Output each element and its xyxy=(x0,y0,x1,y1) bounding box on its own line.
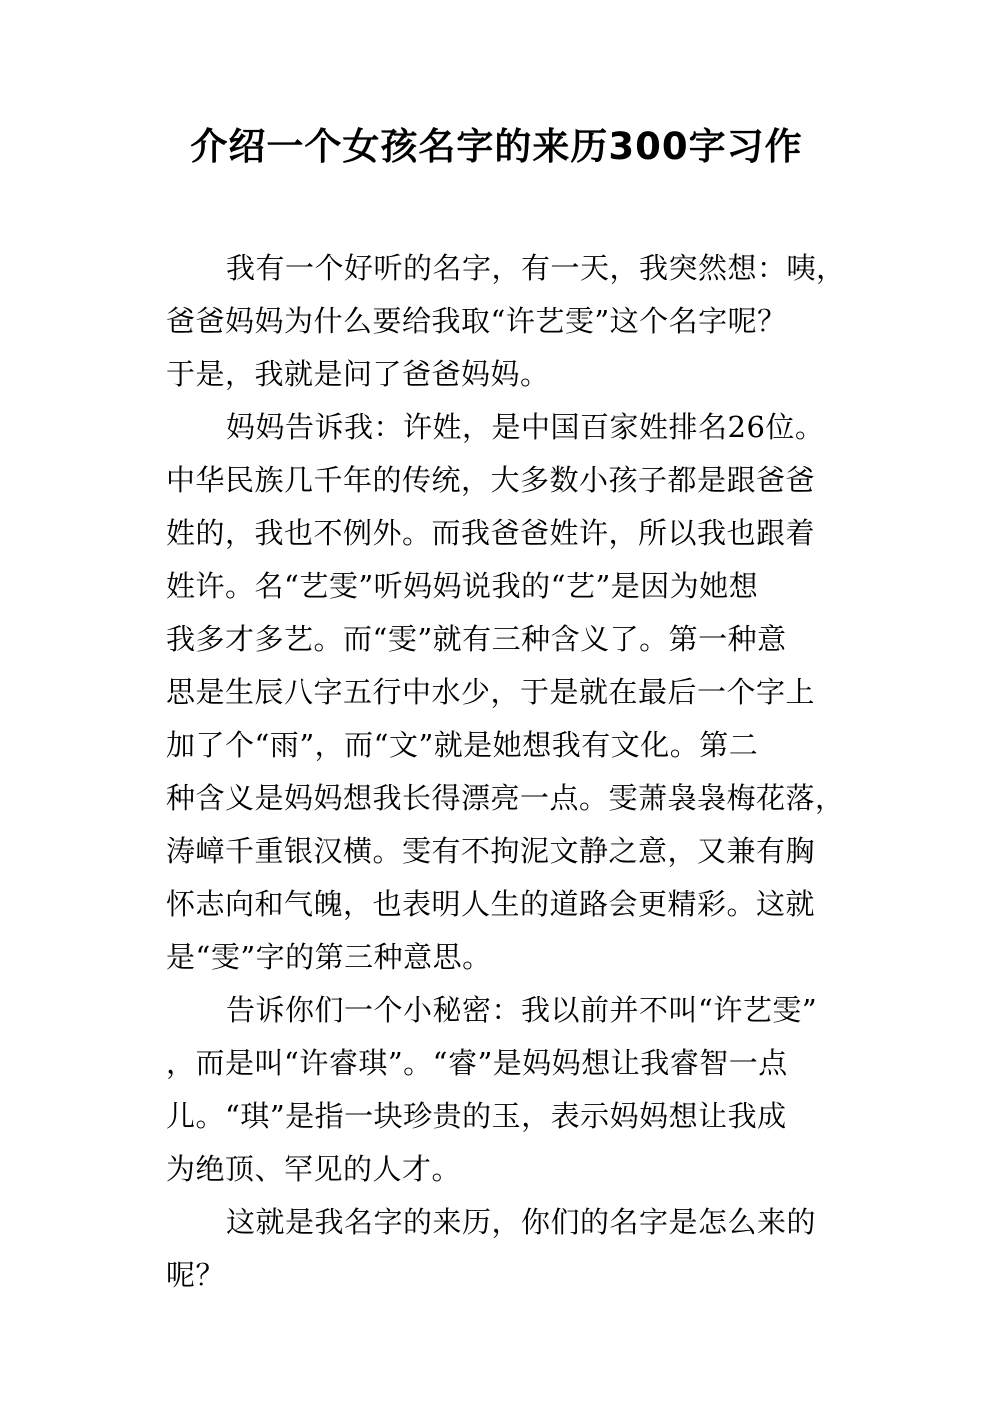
paragraph-3-line-2: ，而是叫“许睿琪”。“睿”是妈妈想让我睿智一点 xyxy=(166,1046,788,1080)
paragraph-2-line-8: 种含义是妈妈想我长得漂亮一点。雯萧袅袅梅花落， xyxy=(166,781,845,815)
paragraph-2-line-9: 涛嶂千重银汉横。雯有不拘泥文静之意，又兼有胸 xyxy=(166,834,816,868)
paragraph-2-line-6: 思是生辰八字五行中水少，于是就在最后一个字上 xyxy=(166,675,816,709)
document-title: 介绍一个女孩名字的来历300字习作 xyxy=(190,125,803,168)
paragraph-2-line-10: 怀志向和气魄，也表明人生的道路会更精彩。这就 xyxy=(166,887,816,921)
paragraph-2-line-1: 妈妈告诉我：许姓，是中国百家姓排名26位。 xyxy=(226,410,825,444)
paragraph-4-line-1: 这就是我名字的来历，你们的名字是怎么来的 xyxy=(226,1205,817,1239)
paragraph-3-line-1: 告诉你们一个小秘密：我以前并不叫“许艺雯” xyxy=(226,993,818,1027)
paragraph-3-line-4: 为绝顶、罕见的人才。 xyxy=(166,1152,462,1186)
paragraph-2-line-7: 加了个“雨”，而“文”就是她想我有文化。第二 xyxy=(166,728,759,762)
paragraph-4-line-2: 呢？ xyxy=(166,1258,226,1292)
paragraph-2-line-11: 是“雯”字的第三种意思。 xyxy=(166,940,492,974)
document-body xyxy=(166,242,856,1302)
paragraph-1-line-3: 于是，我就是问了爸爸妈妈。 xyxy=(166,357,550,391)
paragraph-3-line-3: 儿。“琪”是指一块珍贵的玉，表示妈妈想让我成 xyxy=(166,1099,787,1133)
paragraph-2-line-3: 姓的，我也不例外。而我爸爸姓许，所以我也跟着 xyxy=(166,516,816,550)
paragraph-2-line-5: 我多才多艺。而“雯”就有三种含义了。第一种意 xyxy=(166,622,787,656)
paragraph-2-line-4: 姓许。名“艺雯”听妈妈说我的“艺”是因为她想 xyxy=(166,569,759,603)
paragraph-1-line-1: 我有一个好听的名字，有一天，我突然想：咦， xyxy=(226,251,846,285)
paragraph-2-line-2: 中华民族几千年的传统，大多数小孩子都是跟爸爸 xyxy=(166,463,816,497)
paragraph-1-line-2: 爸爸妈妈为什么要给我取“许艺雯”这个名字呢？ xyxy=(166,304,787,338)
